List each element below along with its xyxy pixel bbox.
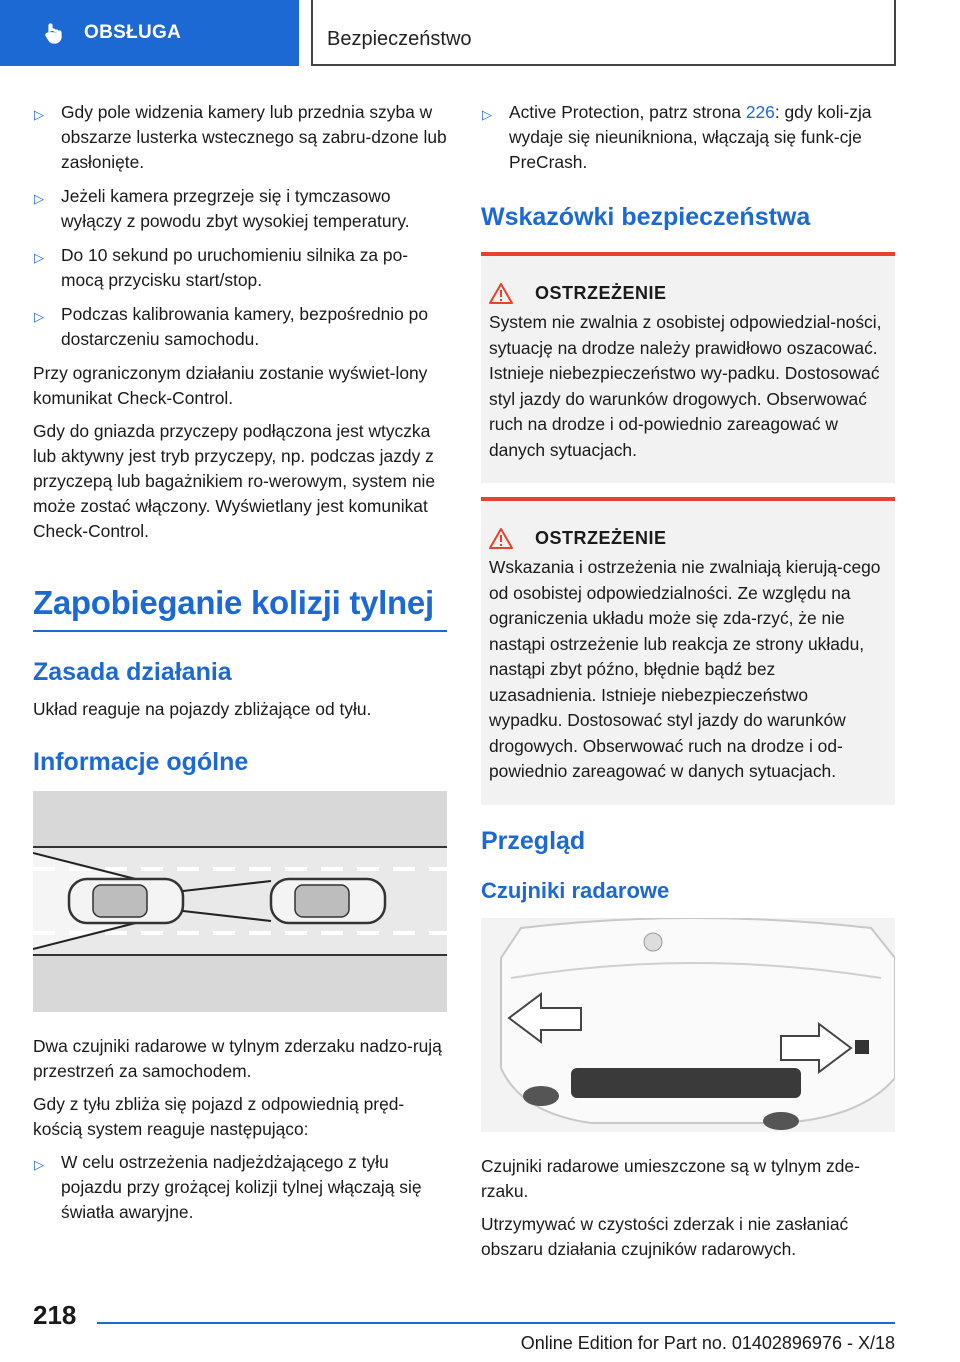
subheading-radar-sensors: Czujniki radarowe — [481, 877, 670, 903]
paragraph: Czujniki radarowe umieszczone są w tylnym zde-rzaku. — [481, 1155, 860, 1201]
list-item: ▷ Jeżeli kamera przegrzeje się i tymczasowo wyłączy z powodu zbyt wysokiej temperatury. — [34, 186, 410, 231]
bullet-list-right — [481, 100, 895, 175]
warning-triangle-icon — [489, 282, 513, 304]
chapter-tab-label: OBSŁUGA — [84, 22, 182, 43]
warning-title: OSTRZEŻENIE — [535, 527, 667, 548]
section-heading-overview: Przegląd — [481, 826, 586, 855]
triangle-bullet-icon: ▷ — [482, 107, 492, 122]
car-rear-icon — [69, 879, 183, 923]
heading-rule — [33, 630, 447, 632]
section-heading-principle: Zasada działania — [33, 658, 232, 686]
footer-rule — [97, 1322, 895, 1324]
section-heading-safety: Wskazówki bezpieczeństwa — [481, 203, 811, 231]
road-illustration — [33, 791, 447, 1012]
triangle-bullet-icon: ▷ — [34, 309, 44, 324]
paragraph: Przy ograniczonym działaniu zostanie wyświet-lony komunikat Check-Control. — [33, 363, 428, 408]
list-item: ▷ W celu ostrzeżenia nadjeżdżającego z tyłu pojazdu przy grożącej kolizji tylnej włączają się światła awaryjne. — [34, 1152, 422, 1222]
paragraph: Gdy do gniazda przyczepy podłączona jest wtyczka lub aktywny jest tryb przyczepy, np. podczas jazdy z przyczepą lub bagażnikiem ro-werowym, system nie może zostać włączony. Wyświetlany jest komunikat Check-Control. — [33, 421, 436, 541]
bullet-list-bottom — [33, 1150, 447, 1225]
triangle-bullet-icon: ▷ — [34, 250, 44, 265]
paragraph: Układ reaguje na pojazdy zbliżające od tyłu. — [33, 699, 372, 719]
paragraph: Gdy z tyłu zbliża się pojazd z odpowiednią pręd-kością system reaguje następująco: — [33, 1094, 405, 1139]
paragraph: Dwa czujniki radarowe w tylnym zderzaku nadzo-rują przestrzeń za samochodem. — [33, 1036, 442, 1081]
paragraph: Utrzymywać w czystości zderzak i nie zasłaniać obszaru działania czujników radarowych. — [481, 1213, 849, 1259]
hand-pointer-icon — [42, 21, 66, 45]
section-title: Bezpieczeństwo — [311, 0, 896, 66]
footer-edition: Online Edition for Part no. 01402896976 - X/18 — [520, 1333, 895, 1353]
list-item: ▷ Active Protection, patrz strona 226: gdy koli-zja wydaje się nieunikniona, włączają się funk-cje PreCrash. — [482, 102, 872, 172]
triangle-bullet-icon: ▷ — [34, 107, 44, 122]
warning-text: System nie zwalnia z osobistej odpowiedzial-ności, sytuację na drodze należy prawidłowo oszacować. Istnieje niebezpieczeństwo wy-padku. Dostosować styl jazdy do warunków drogowych. Obserwować ruch na drodze i od-powiednio zareagować w danych sytuacjach. — [489, 312, 882, 460]
list-item: ▷ Gdy pole widzenia kamery lub przednia szyba w obszarze lusterka wstecznego są zabru-dzone lub zasłonięte. — [34, 102, 447, 172]
page-number: 218 — [33, 1300, 77, 1330]
bullet-list-top — [33, 100, 447, 352]
page-link[interactable]: 226 — [745, 102, 775, 122]
warning-box — [481, 497, 895, 805]
warning-triangle-icon — [489, 527, 513, 549]
bumper-photo — [481, 918, 895, 1132]
triangle-bullet-icon: ▷ — [34, 191, 44, 206]
warning-text: Wskazania i ostrzeżenia nie zwalniają kierują-cego od osobistej odpowiedzialności. Ze względu na ograniczenia układu może się zda-rzyć, że nie nastąpi ostrzeżenie lub reakcja ze strony układu, nastąpi zbyt późno, błędnie bądź bez uzasadnienia. Istnieje niebezpieczeństwo wypadku. Dostosować styl jazdy do warunków drogowych. Obserwować ruch na drodze i od-powiednio zareagować w danych sytuacjach. — [489, 557, 881, 781]
list-item: ▷ Do 10 sekund po uruchomieniu silnika za po-mocą przycisku start/stop. — [34, 245, 409, 290]
section-heading-general: Informacje ogólne — [33, 748, 249, 776]
right-column — [481, 100, 895, 1270]
chapter-tab[interactable] — [0, 0, 299, 66]
warning-box — [481, 252, 895, 483]
car-front-icon — [271, 879, 385, 923]
left-column — [33, 100, 447, 1234]
list-item: ▷ Podczas kalibrowania kamery, bezpośrednio po dostarczeniu samochodu. — [34, 304, 429, 349]
warning-title: OSTRZEŻENIE — [535, 282, 667, 303]
triangle-bullet-icon: ▷ — [34, 1157, 44, 1172]
chapter-heading: Zapobieganie kolizji tylnej — [33, 584, 434, 621]
